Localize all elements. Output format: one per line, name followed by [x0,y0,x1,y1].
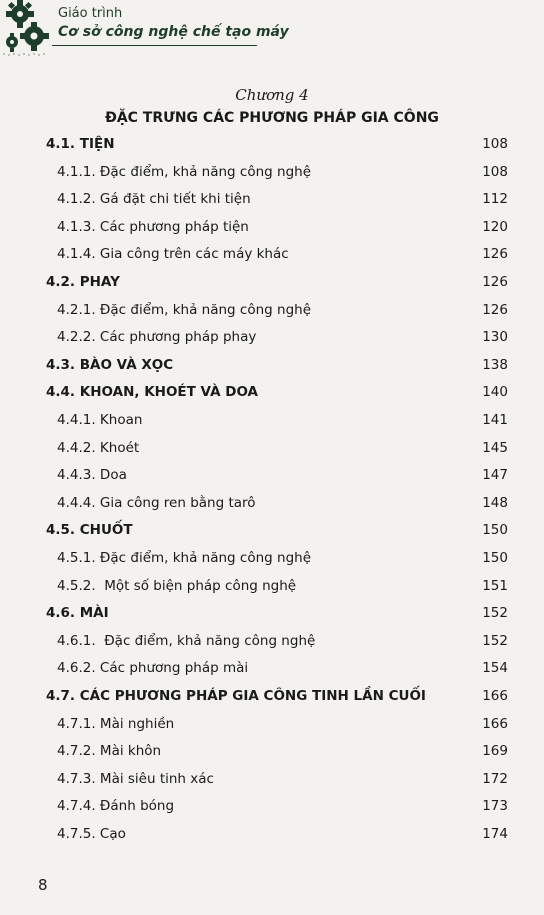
toc-entry-label: 4.6.2. Các phương pháp mài [57,660,249,677]
toc-entry-page: 166 [482,715,508,732]
toc-entry-page: 126 [482,246,508,263]
toc-entry-label: 4.1.3. Các phương pháp tiện [57,218,249,235]
toc-entry-label: 4.1.1. Đặc điểm, khả năng công nghệ [57,163,312,180]
toc-entry-page: 154 [482,660,508,677]
toc-section-entry [0,522,544,544]
toc-subsection-entry [0,660,544,682]
toc-entry-page: 173 [482,798,508,815]
toc-entry-label: 4.7.2. Mài khôn [57,743,162,760]
toc-entry-page: 152 [482,632,508,649]
toc-entry-label: 4.1.2. Gá đặt chi tiết khi tiện [57,191,251,208]
toc-subsection-entry [0,440,544,462]
toc-subsection-entry [0,467,544,489]
toc-entry-page: 150 [482,522,508,539]
toc-entry-page: 126 [482,301,508,318]
toc-entry-page: 108 [482,163,508,180]
toc-entry-page: 130 [482,329,508,346]
toc-entry-page: 172 [482,770,508,787]
toc-subsection-entry [0,716,544,738]
toc-section-entry [0,274,544,296]
toc-entry-label: 4.5. CHUỐT [46,522,133,539]
toc-entry-page: 174 [482,826,508,842]
toc-entry-label: 4.4.1. Khoan [57,412,143,428]
series-label: Giáo trình [58,6,123,21]
toc-entry-label: 4.7.3. Mài siêu tinh xác [57,770,214,787]
toc-entry-label: 4.7.1. Mài nghiền [57,715,175,732]
toc-entry-page: 166 [482,688,508,704]
toc-entry-page: 138 [482,356,508,373]
toc-section-entry [0,136,544,158]
toc-entry-label: 4.5.1. Đặc điểm, khả năng công nghệ [57,550,312,566]
toc-entry-page: 148 [482,494,508,511]
toc-section-entry [0,384,544,406]
chapter-title: ĐẶC TRƯNG CÁC PHƯƠNG PHÁP GIA CÔNG [105,110,439,126]
toc-entry-label: 4.4.4. Gia công ren bằng tarô [57,494,256,511]
toc-entry-page: 108 [482,136,508,152]
toc-entry-label: 4.4.2. Khoét [57,439,140,456]
gear-icon [0,0,56,58]
toc-entry-page: 169 [482,743,508,760]
toc-entry-label: 4.5.2. Một số biện pháp công nghệ [57,577,297,594]
toc-section-entry [0,605,544,627]
toc-entry-label: 4.6. MÀI [46,605,109,622]
header-divider [52,45,257,46]
toc-entry-page: 140 [482,384,508,401]
toc-subsection-entry [0,771,544,793]
toc-entry-label: 4.2.1. Đặc điểm, khả năng công nghệ [57,301,312,318]
toc-entry-label: 4.7.5. Cạo [57,826,126,842]
toc-subsection-entry [0,826,544,848]
toc-entry-label: 4.7. CÁC PHƯƠNG PHÁP GIA CÔNG TINH LẦN CUỐI [46,688,426,704]
toc-section-entry [0,357,544,379]
toc-section-entry [0,688,544,710]
toc-entry-label: 4.1.4. Gia công trên các máy khác [57,246,289,263]
toc-entry-label: 4.2.2. Các phương pháp phay [57,329,257,346]
toc-entry-page: 152 [482,605,508,622]
page-header [0,0,544,60]
toc-subsection-entry [0,302,544,324]
toc-subsection-entry [0,633,544,655]
toc-entry-page: 147 [482,467,508,484]
toc-subsection-entry [0,550,544,572]
toc-subsection-entry [0,246,544,268]
toc-entry-page: 151 [482,577,508,594]
toc-subsection-entry [0,191,544,213]
toc-subsection-entry [0,743,544,765]
toc-subsection-entry [0,329,544,351]
toc-entry-label: 4.3. BÀO VÀ XỌC [46,356,174,373]
toc-entry-page: 141 [482,412,508,428]
book-title: Cơ sở công nghệ chế tạo máy [58,24,289,40]
toc-entry-page: 112 [482,191,508,208]
toc-entry-label: 4.1. TIỆN [46,136,115,152]
toc-subsection-entry [0,164,544,186]
toc-entry-page: 145 [482,439,508,456]
toc-entry-label: 4.4.3. Doa [57,467,127,484]
toc-entry-page: 120 [482,218,508,235]
toc-subsection-entry [0,219,544,241]
toc-entry-page: 150 [482,550,508,566]
toc-subsection-entry [0,495,544,517]
toc-entry-label: 4.2. PHAY [46,274,120,290]
page-number: 8 [38,876,48,894]
chapter-label: Chương 4 [235,86,309,104]
toc-entry-page: 126 [482,274,508,290]
toc-subsection-entry [0,412,544,434]
toc-entry-label: 4.6.1. Đặc điểm, khả năng công nghệ [57,632,316,649]
toc-entry-label: 4.7.4. Đánh bóng [57,798,175,815]
toc-subsection-entry [0,578,544,600]
toc-subsection-entry [0,798,544,820]
toc-entry-label: 4.4. KHOAN, KHOÉT VÀ DOA [46,384,259,401]
